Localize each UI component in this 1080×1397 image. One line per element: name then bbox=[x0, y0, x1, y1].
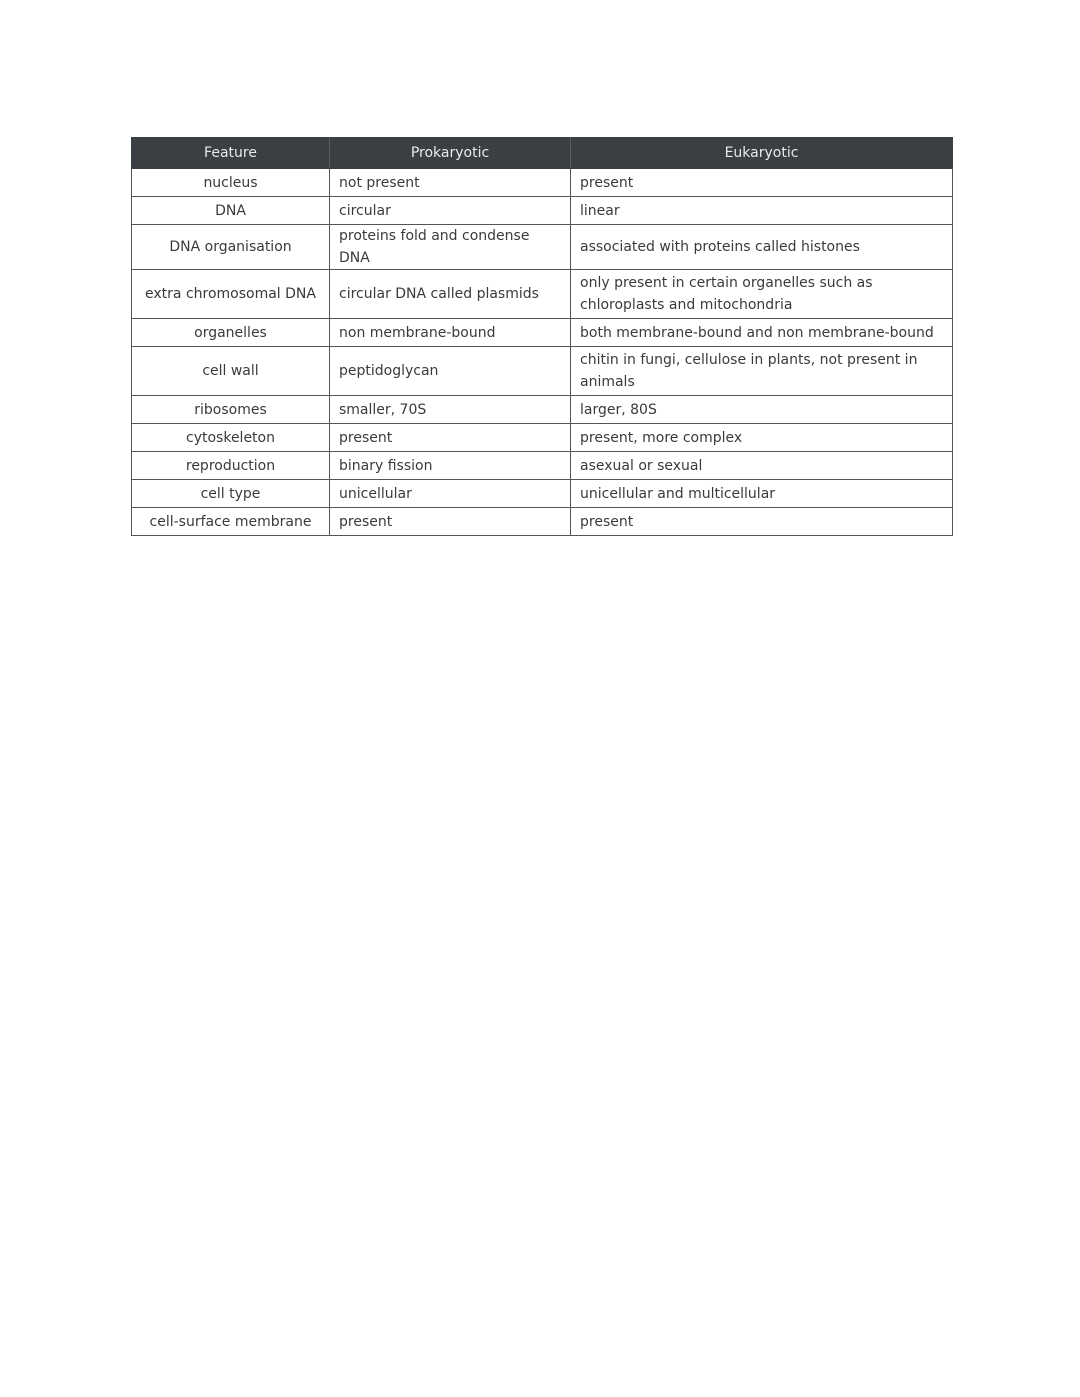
eukaryotic-cell: only present in certain organelles such as chloroplasts and mitochondria bbox=[571, 270, 953, 319]
eukaryotic-cell: present bbox=[571, 169, 953, 197]
table-header-row bbox=[132, 138, 953, 169]
prokaryotic-cell: present bbox=[330, 424, 571, 452]
eukaryotic-cell: both membrane-bound and non membrane-bound bbox=[571, 319, 953, 347]
feature-cell: nucleus bbox=[132, 169, 330, 197]
table-row bbox=[132, 319, 953, 347]
cell-comparison-table bbox=[131, 137, 953, 536]
table-row bbox=[132, 452, 953, 480]
table-row bbox=[132, 347, 953, 396]
feature-cell: cell type bbox=[132, 480, 330, 508]
prokaryotic-cell: not present bbox=[330, 169, 571, 197]
table-row bbox=[132, 508, 953, 536]
table-row bbox=[132, 169, 953, 197]
table-row bbox=[132, 197, 953, 225]
prokaryotic-cell: proteins fold and condense DNA bbox=[330, 225, 571, 270]
prokaryotic-cell: present bbox=[330, 508, 571, 536]
feature-cell: organelles bbox=[132, 319, 330, 347]
feature-cell: DNA organisation bbox=[132, 225, 330, 270]
eukaryotic-cell: present, more complex bbox=[571, 424, 953, 452]
prokaryotic-cell: circular DNA called plasmids bbox=[330, 270, 571, 319]
feature-cell: DNA bbox=[132, 197, 330, 225]
eukaryotic-cell: larger, 80S bbox=[571, 396, 953, 424]
table-row bbox=[132, 225, 953, 270]
prokaryotic-cell: unicellular bbox=[330, 480, 571, 508]
feature-cell: extra chromosomal DNA bbox=[132, 270, 330, 319]
prokaryotic-cell: peptidoglycan bbox=[330, 347, 571, 396]
prokaryotic-cell: non membrane-bound bbox=[330, 319, 571, 347]
feature-cell: reproduction bbox=[132, 452, 330, 480]
table-row bbox=[132, 480, 953, 508]
table-row bbox=[132, 270, 953, 319]
table-row bbox=[132, 396, 953, 424]
eukaryotic-cell: chitin in fungi, cellulose in plants, not present in animals bbox=[571, 347, 953, 396]
prokaryotic-cell: circular bbox=[330, 197, 571, 225]
feature-cell: cytoskeleton bbox=[132, 424, 330, 452]
eukaryotic-cell: linear bbox=[571, 197, 953, 225]
table-row bbox=[132, 424, 953, 452]
prokaryotic-cell: smaller, 70S bbox=[330, 396, 571, 424]
eukaryotic-cell: unicellular and multicellular bbox=[571, 480, 953, 508]
feature-cell: cell wall bbox=[132, 347, 330, 396]
feature-cell: ribosomes bbox=[132, 396, 330, 424]
header-eukaryotic: Eukaryotic bbox=[571, 138, 953, 169]
eukaryotic-cell: present bbox=[571, 508, 953, 536]
feature-cell: cell-surface membrane bbox=[132, 508, 330, 536]
eukaryotic-cell: associated with proteins called histones bbox=[571, 225, 953, 270]
header-feature: Feature bbox=[132, 138, 330, 169]
header-prokaryotic: Prokaryotic bbox=[330, 138, 571, 169]
eukaryotic-cell: asexual or sexual bbox=[571, 452, 953, 480]
prokaryotic-cell: binary fission bbox=[330, 452, 571, 480]
